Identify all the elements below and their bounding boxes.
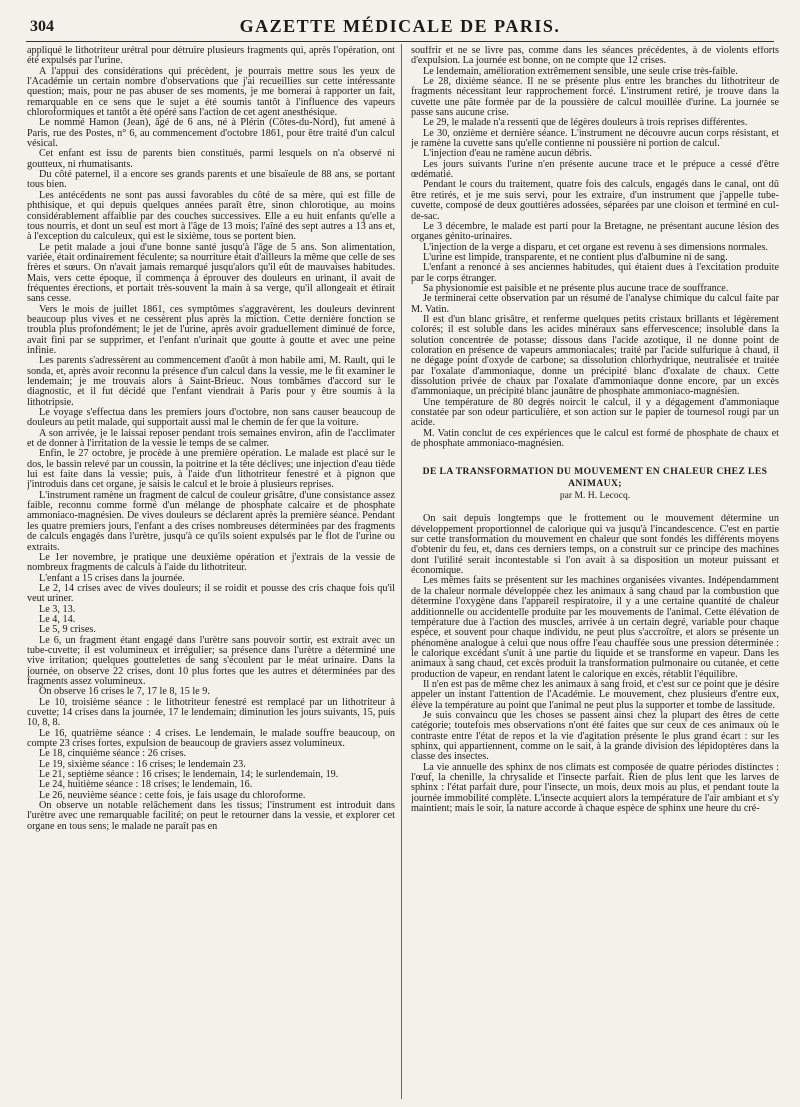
article-author: par M. H. Lecocq. — [559, 490, 631, 502]
left-column — [27, 46, 395, 1101]
paragraph: Le 19, sixième séance : 16 crises; le lendemain 23. — [39, 758, 246, 770]
paragraph: Les mêmes faits se présentent sur les machines organisées vivantes. Indépendamment de la chaleur normale développée chez les animaux à sang chaud par la combustion que détermine l'oxygène dans l'appareil respiratoire, il y a une certaine quantité de chaleur additionnelle ou accidentelle produite par les mouvements de l'animal. Cette élévation de température due à l'action des muscles, arrivée à un certain degré, variable pour chaque espèce, et souvent pour chaque individu, ne peut plus s'accroître, et alors se présente un phénomène analogue à celui que nous offre l'eau chauffée sous une pression déterminée : le calorique excédant s'unit à une partie du liquide et se transforme en vapeur. Dans les animaux à sang chaud, cet excès produit la transformation pulmonaire ou cutanée, et cette production de vapeur, en rendant latent le calorique en excès, rétablit l'équilibre. — [411, 575, 779, 680]
paragraph: Le 24, huitième séance : 18 crises; le lendemain, 16. — [39, 779, 253, 791]
paragraph: Je terminerai cette observation par un résumé de l'analyse chimique du calcul faite par M. Vatin. — [411, 293, 779, 315]
paragraph: Vers le mois de juillet 1861, ces symptômes s'aggravèrent, les douleurs devinrent beaucoup plus vives et ne cessèrent plus après la miction. Cette dernière fonction se troubla plus profondément; le jet de l'urine, après avoir graduellement diminué de force, avait fini par se supprimer, et l'enfant n'urinait que goutte à goutte et avec une peine infinie. — [27, 303, 395, 356]
page-header — [28, 14, 772, 38]
case-report-continuation — [411, 46, 779, 449]
paragraph: Du côté paternel, il a encore ses grands parents et une bisaïeule de 88 ans, se portant tous bien. — [27, 169, 395, 191]
paragraph: Je suis convaincu que les choses se passent ainsi chez la plupart des êtres de cette catégorie; toutefois mes observations n'ont été faites que sur ceux de ces animaux où le contraste entre l'état de repos et la vie d'agitation présente le plus grand écart : sur les sphinx, qui appartiennent, comme on le sait, à la grande division des lépidoptères dans la classe des insectes. — [411, 709, 779, 763]
paragraph: Il n'en est pas de même chez les animaux à sang froid, et c'est sur ce point que je désire appeler un instant l'attention de l'Académie. Le mouvement, chez plusieurs d'entre eux, élève la température au point que l'animal ne peut plus la supporter et tombe de lassitude. — [411, 678, 779, 711]
paragraph: Le nommé Hamon (Jean), âgé de 6 ans, né à Plérin (Côtes-du-Nord), fut amené à Paris, rue des Postes, n° 6, au commencement d'octobre 1861, pour être traité d'un calcul vésical. — [27, 117, 395, 150]
paragraph: Pendant le cours du traitement, quatre fois des calculs, engagés dans le canal, ont dû être retirés, et je me suis servi, pour les extraire, d'un instrument que j'appelle tube-cuvette, composé de deux gouttières adossées, séparées par une cloison et terminé en cul-de-sac. — [411, 179, 779, 222]
paragraph: On observe 16 crises le 7, 17 le 8, 15 le 9. — [39, 686, 210, 698]
paragraph: Le 10, troisième séance : le lithotriteur fenestré est remplacé par un lithotriteur à cuvette; 14 crises dans la journée, 17 le lendemain; diminution les jours suivants, 15, puis 10, 8, 8. — [27, 696, 395, 729]
paragraph: appliqué le lithotriteur urétral pour détruire plusieurs fragments qui, après l'opération, ont été expulsés par l'urine. — [27, 46, 395, 67]
page-number: 304 — [30, 18, 54, 35]
paragraph: Cet enfant est issu de parents bien constitués, parmi lesquels on n'a observé ni goutteux, ni rhumatisants. — [27, 148, 395, 170]
article-title: DE LA TRANSFORMATION DU MOUVEMENT EN CHALEUR CHEZ LES ANIMAUX; — [422, 466, 768, 490]
paragraph: Le 2, 14 crises avec de vives douleurs; il se roidit et pousse des cris chaque fois qu'il veut uriner. — [27, 582, 395, 605]
paragraph: L'urine est limpide, transparente, et ne contient plus d'albumine ni de sang. — [423, 251, 728, 263]
paragraph: On sait depuis longtemps que le frottement ou le mouvement détermine un développement proportionnel de calorique qui va jusqu'à l'incandescence. C'est en partie sur cette transformation du mouvement en chaleur que sont fondés les différents moyens d'obtenir du feu, et, dans ces derniers temps, on a construit sur ce principe des machines dont l'utilité serait incontestable si l'on avait à sa disposition un moteur puissant et économique. — [411, 513, 779, 577]
paragraph: M. Vatin conclut de ces expériences que le calcul est formé de phosphate de chaux et de phosphate ammoniaco-magnésien. — [411, 427, 779, 450]
paragraph: Le 6, un fragment étant engagé dans l'urètre sans pouvoir sortir, est extrait avec un tube-cuvette; il est volumineux et irrégulier; sa présence dans l'urètre a déterminé une vive irritation; quelques gouttelettes de sang s'écoulent par le méat urinaire. Dans la journée, on observe 22 crises, dont 10 plus fortes que les autres et déterminées par des fragments assez volumineux. — [27, 634, 395, 687]
article-heading — [411, 466, 779, 502]
paragraph: L'enfant a 15 crises dans la journée. — [39, 572, 185, 584]
column-divider — [401, 44, 402, 1099]
paragraph: L'injection de la verge a disparu, et cet organe est revenu à ses dimensions normales. — [423, 241, 768, 253]
paragraph: Le 1er novembre, je pratique une deuxième opération et j'extrais de la vessie de nombreux fragments de calculs à l'aide du lithotriteur. — [27, 551, 395, 574]
header-rule — [26, 41, 774, 42]
paragraph: Il est d'un blanc grisâtre, et renferme quelques petits cristaux brillants et légèrement colorés; il est soluble dans les acides minéraux sans effervescence; insoluble dans la solution concentrée de potasse; dissous dans l'acide azotique, il ne donne point de coloration en présence de vapeurs ammoniacales; traité par l'acide sulfurique à chaud, il ne dégage point d'oxyde de carbone; sa dissolution chlorhydrique, neutralisée et traitée par l'oxalate d'ammoniaque, donne un précipité blanc d'oxalate de chaux. Cette dissolution privée de chaux par l'oxalate d'ammoniaque donne encore, par un excès d'ammoniaque, un précipité blanc jaunâtre de phosphate ammoniaco-magnésien. — [411, 313, 779, 398]
paragraph: souffrir et ne se livre pas, comme dans les séances précédentes, à de violents efforts d'expulsion. La journée est bonne, on ne compte que 12 crises. — [411, 46, 779, 67]
paragraph: Le 16, quatrième séance : 4 crises. Le lendemain, le malade souffre beaucoup, on compte 23 crises fortes, expulsion de beaucoup de graviers assez volumineux. — [27, 727, 395, 750]
paragraph: Le 5, 9 crises. — [39, 624, 96, 636]
paragraph: L'injection d'eau ne ramène aucun débris. — [423, 148, 592, 160]
paragraph: A l'appui des considérations qui précèdent, je pourrais mettre sous les yeux de l'Académie un certain nombre d'observations que j'ai recueillies sur cette intéressante question; mais, pour ne pas abuser de ses moments, je me bornerai à rapporter un fait, remarquable en ce sens que le sujet a été soumis tantôt à l'influence des vapeurs chloroformiques et tantôt a été opéré sans l'action de cet agent anesthésique. — [27, 65, 395, 119]
paragraph: Le petit malade a joui d'une bonne santé jusqu'à l'âge de 5 ans. Son alimentation, variée, était ordinairement féculente; sa nourriture était d'ailleurs la même que celle de ses frères et sœurs. On n'avait jamais remarqué jusqu'alors qu'il eût de mauvaises habitudes. Mais, vers cette époque, il commença à éprouver des douleurs en urinant, il avait de fréquentes érections, et portait très-souvent la main à sa verge, qu'il allongeait et étirait sans cesse. — [27, 241, 395, 305]
paragraph: Les antécédents ne sont pas aussi favorables du côté de sa mère, qui est fille de phthisique, et qui depuis quelques années paraît être, sinon chlorotique, au moins considérablement affaiblie par des couches successives. Elle a eu huit enfants qu'elle a tous nourris, et dont un seul est mort à l'âge de 13 mois; l'aîné des sept autres a 13 ans et, à l'exception du calculeux, qui est le sixième, tous se portent bien. — [27, 189, 395, 243]
paragraph: Le 28, dixième séance. Il ne se présente plus entre les branches du lithotriteur de fragments nécessitant leur rapprochement forcé. L'instrument retiré, je trouve dans la cuvette une pâte formée par de la poussière de calcul mouillée d'urine. La journée se passe sans aucune crise. — [411, 76, 779, 119]
paragraph: Le 30, onzième et dernière séance. L'instrument ne découvre aucun corps résistant, et je ramène la cuvette sans qu'elle contienne ni poussière ni portion de calcul. — [411, 127, 779, 150]
paragraph: Enfin, le 27 octobre, je procède à une première opération. Le malade est placé sur le dos, le bassin relevé par un coussin, la poitrine et la tête déclives; une injection d'eau tiède lui est faite dans la vessie; puis, à l'aide d'un lithotriteur fenestré et à pignon que j'introduis dans cet organe, je saisis le calcul et le broie à plusieurs reprises. — [27, 448, 395, 491]
paragraph: Sa physionomie est paisible et ne présente plus aucune trace de souffrance. — [423, 282, 729, 294]
right-column — [411, 46, 779, 1101]
paragraph: L'enfant a renoncé à ses anciennes habitudes, qui étaient dues à l'excitation produite par le corps étranger. — [411, 262, 779, 284]
paragraph: Le lendemain, amélioration extrêmement sensible, une seule crise très-faible. — [423, 65, 738, 77]
journal-title: GAZETTE MÉDICALE DE PARIS. — [239, 16, 561, 36]
paragraph: A son arrivée, je le laissai reposer pendant trois semaines environ, afin de l'acclimater et de donner à l'irritation de la vessie le temps de se calmer. — [27, 427, 395, 450]
paragraph: Le voyage s'effectua dans les premiers jours d'octobre, non sans causer beaucoup de douleurs au petit malade, qui supportait aussi mal le chemin de fer que la voiture. — [27, 407, 395, 429]
paragraph: Le 3 décembre, le malade est parti pour la Bretagne, ne présentant aucune lésion des organes génito-urinaires. — [411, 220, 779, 243]
paragraph: Le 18, cinquième séance : 26 crises. — [39, 748, 187, 760]
paragraph: L'instrument ramène un fragment de calcul de couleur grisâtre, d'une consistance assez faible, reconnu comme formé d'un mélange de phosphate calcaire et de phosphate ammoniaco-magnésien. De vives douleurs se déclarent après la première séance. Pendant les quatre premiers jours, l'enfant a des crises nombreuses déterminées par des fragments de calculs engagés dans l'urètre, jusqu'à ce qu'ils soient expulsés par le flot de l'urine ou extraits. — [27, 489, 395, 553]
article-body — [411, 514, 779, 814]
paragraph: La vie annuelle des sphinx de nos climats est composée de quatre périodes distinctes : l'œuf, la chenille, la chrysalide et l'insecte parfait. Rien de plus lent que les larves de sphinx : l'état parfait dure, pour l'insecte, un mois, deux mois au plus, et pendant toute la journée immobilité complète. L'insecte acquiert alors la température de l'air ambiant et s'y maintient; mais le soir, la nature accorde à chaque espèce de sphinx une heure du cré- — [411, 761, 779, 815]
paragraph: Les jours suivants l'urine n'en présente aucune trace et le prépuce a cessé d'être œdématié. — [411, 158, 779, 181]
paragraph: Le 29, le malade n'a ressenti que de légères douleurs à trois reprises différentes. — [423, 117, 748, 129]
paragraph: On observe un notable relâchement dans les tissus; l'instrument est introduit dans l'urètre avec une remarquable facilité; on peut le retourner dans la vessie, et explorer cet organe en tous sens; le malade ne paraît pas en — [27, 800, 395, 832]
paragraph: Le 3, 13. — [39, 603, 76, 615]
paragraph: Le 26, neuvième séance : cette fois, je fais usage du chloroforme. — [39, 789, 306, 801]
paragraph: Le 4, 14. — [39, 613, 76, 625]
paragraph: Les parents s'adressèrent au commencement d'août à mon habile ami, M. Rault, qui le sonda, et, après avoir reconnu la présence d'un calcul dans la vessie, me le fit examiner le lendemain; je me trouvais alors à Saint-Brieuc. Nous tombâmes d'accord sur le diagnostic, et il fut décidé que l'enfant viendrait à Paris pour y être soumis à la lithotripsie. — [27, 355, 395, 408]
paragraph: Une température de 80 degrés noircit le calcul, il y a dégagement d'ammoniaque constatée par son odeur particulière, et son action sur le papier de tournesol rougi par un acide. — [411, 396, 779, 429]
paragraph: Le 21, septième séance : 16 crises; le lendemain, 14; le surlendemain, 19. — [39, 769, 339, 781]
